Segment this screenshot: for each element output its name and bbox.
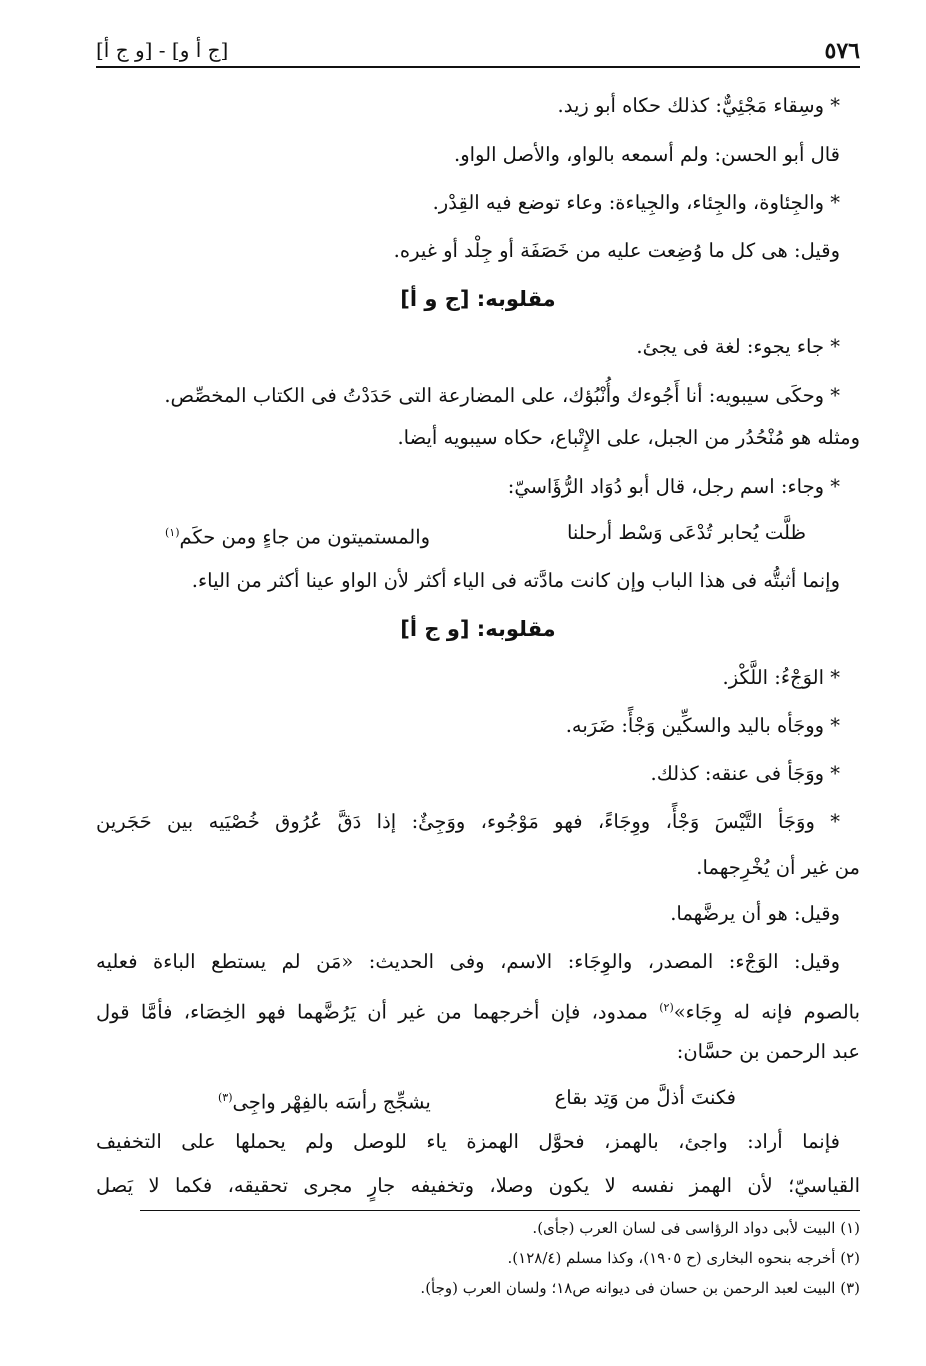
text-line: وقيل: هو أن يرضَّهما. [670, 902, 840, 925]
text-segment: بالصوم فإنه له وِجَاء» [673, 1000, 860, 1024]
section-heading: مقلوبه: [و ج أ] [400, 617, 556, 641]
text-line: * ووجَأه باليد والسكِّين وَجْأً: ضَرَبه. [565, 714, 840, 737]
text-line: ومثله هو مُنْحُدُر من الجبل، على الإِتْباع، حكاه سيبويه أيضا. [397, 426, 860, 449]
verse-second-hemistich [165, 511, 430, 555]
text-line: وإنما أثبتُّه فى هذا الباب وإن كانت مادَّته فى الياء أكثر لأن الواو عينا أكثر من الياء. [191, 569, 840, 592]
text-line: قال أبو الحسن: ولم أسمعه بالواو، والأصل الواو. [454, 143, 840, 166]
page-number: ٥٧٦ [824, 38, 860, 64]
text-line: * والجِئاوة، والجِئاء، والجِياءة: وعاء توضع فيه القِدْر. [432, 191, 840, 214]
section-heading: مقلوبه: [ج و أ] [400, 287, 556, 311]
footnote: (١) البيت لأبى دواد الرؤاسى فى لسان العرب (جأى). [532, 1219, 860, 1237]
text-line: * وحكَى سيبويه: أنا أَجُوءك وأُنْبُؤك، على المضارعة التى حَدَدْتُ فى الكتاب المخصِّص. [164, 384, 840, 407]
text-line: * ووَجَأ فى عنقه: كذلك. [650, 762, 840, 785]
text-line: وقيل: الوَجْء: المصدر، والوِجَاء: الاسم، وفى الحديث: «مَن لم يستطع الباءة فعليه [96, 950, 840, 973]
running-head: [ج أ و] - [و ج أ] [96, 38, 229, 62]
text-line [96, 986, 860, 1030]
text-segment: ممدود، فإن أخرجهما من غير أن يَرُضَّهما فهو الخِصَاء، فأمَّا قول [96, 1000, 660, 1024]
text-line: وقيل: هى كل ما وُضِعت عليه من خَصَفَة أو جِلْد أو غيره. [393, 239, 840, 262]
verse-text: والمستميتون من جاءٍ ومن حكَم [179, 525, 431, 549]
verse-second-hemistich [218, 1076, 431, 1120]
text-line: عبد الرحمن بن حسَّان: [676, 1040, 860, 1063]
verse-text: يشجِّج رأسَه بالفِهْر واجِى [232, 1090, 431, 1114]
text-line: * ووَجَأ التَّيْسَ وَجْأً، ووِجَاءً، فهو مَوْجُوء، ووَجِئٌ: إذا دَقَّ عُرُوق خُصْيَيه بين حَجَرين [96, 810, 840, 833]
page-header [96, 36, 860, 66]
text-line: * جاء يجوء: لغة فى يجئ. [636, 335, 840, 358]
text-line: القياسيّ؛ لأن الهمز نفسه لا يكون وصلا، وتخفيفه جارٍ مجرى تحقيقه، فكما لا يَصل [96, 1174, 860, 1197]
footnote-ref: (١) [165, 526, 180, 539]
footnote-rule [140, 1210, 860, 1211]
text-line: * وجاء: اسم رجل، قال أبو دُوَاد الرُّؤَاسيّ: [507, 475, 840, 498]
verse-first-hemistich: ظلَّت يُحابر تُدْعَى وَسْط أرحلنا [566, 521, 806, 544]
footnote: (٢) أخرجه بنحوه البخارى (ح ١٩٠٥)، وكذا مسلم (١٢٨/٤). [507, 1249, 860, 1267]
footnote: (٣) البيت لعبد الرحمن بن حسان فى ديوانه ص١٨؛ ولسان العرب (وجأ). [420, 1279, 860, 1297]
text-line: من غير أن يُخْرِجهما. [696, 856, 860, 879]
text-line: فإنما أراد: واجئ، بالهمز، فحوَّل الهمزة ياء للوصل ولم يحملها على التخفيف [96, 1130, 840, 1153]
header-rule [96, 66, 860, 68]
footnote-ref: (٣) [218, 1091, 233, 1104]
text-line: * وسِقاء مَجْئِيٌّ: كذلك حكاه أبو زيد. [557, 94, 840, 117]
footnote-ref: (٢) [659, 1001, 674, 1014]
text-line: * الوَجْءُ: اللَّكْز. [722, 666, 840, 689]
verse-first-hemistich: فكنتَ أذلَّ من وَتِد بقاع [554, 1086, 736, 1109]
